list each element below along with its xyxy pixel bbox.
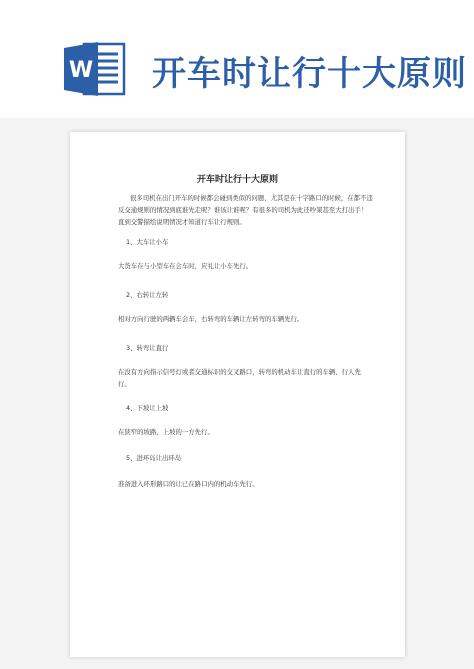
svg-text:W: W — [68, 58, 94, 83]
banner — [0, 0, 474, 118]
word-document-icon — [62, 40, 128, 98]
section-heading: 5、进环岛让出环岛 — [126, 454, 182, 462]
section-body: 在狭窄的坡路，上坡的一方先行。 — [118, 428, 214, 436]
section-heading: 3、转弯让直行 — [126, 344, 169, 352]
section-body: 大货车在与小型车在会车时，应礼让小车先行。 — [118, 262, 253, 270]
intro-paragraph: 很多司机在出门开车的时候都会碰到类似的问题，尤其是在十字路口的时候，在都不违反交通规则的情况到底谁先走呢？谁该让谁呢？有很多的司机为此还吵架甚至大打出手！直到交警描绘说明情况才知道行车让行规则。 — [118, 194, 373, 226]
document-page — [70, 132, 405, 657]
section-body: 在没有方向指示信号灯或者交通标识的交叉路口，转弯的机动车让直行的车辆、行人先行。 — [118, 368, 361, 388]
section-heading: 4、下坡让上坡 — [126, 404, 169, 412]
section-body: 准备进入环形路口的让已在路口内的机动车先行。 — [118, 480, 259, 488]
document-title: 开车时让行十大原则 — [196, 175, 278, 185]
section-heading: 1、大车让小车 — [126, 238, 169, 246]
banner-title: 开车时让行十大原则 — [152, 54, 467, 94]
document-viewer — [0, 118, 474, 669]
section-body: 相对方向行驶的两辆车会车，右转弯的车辆让左转弯的车辆先行。 — [118, 315, 304, 323]
section-heading: 2、右转让左转 — [126, 291, 169, 299]
